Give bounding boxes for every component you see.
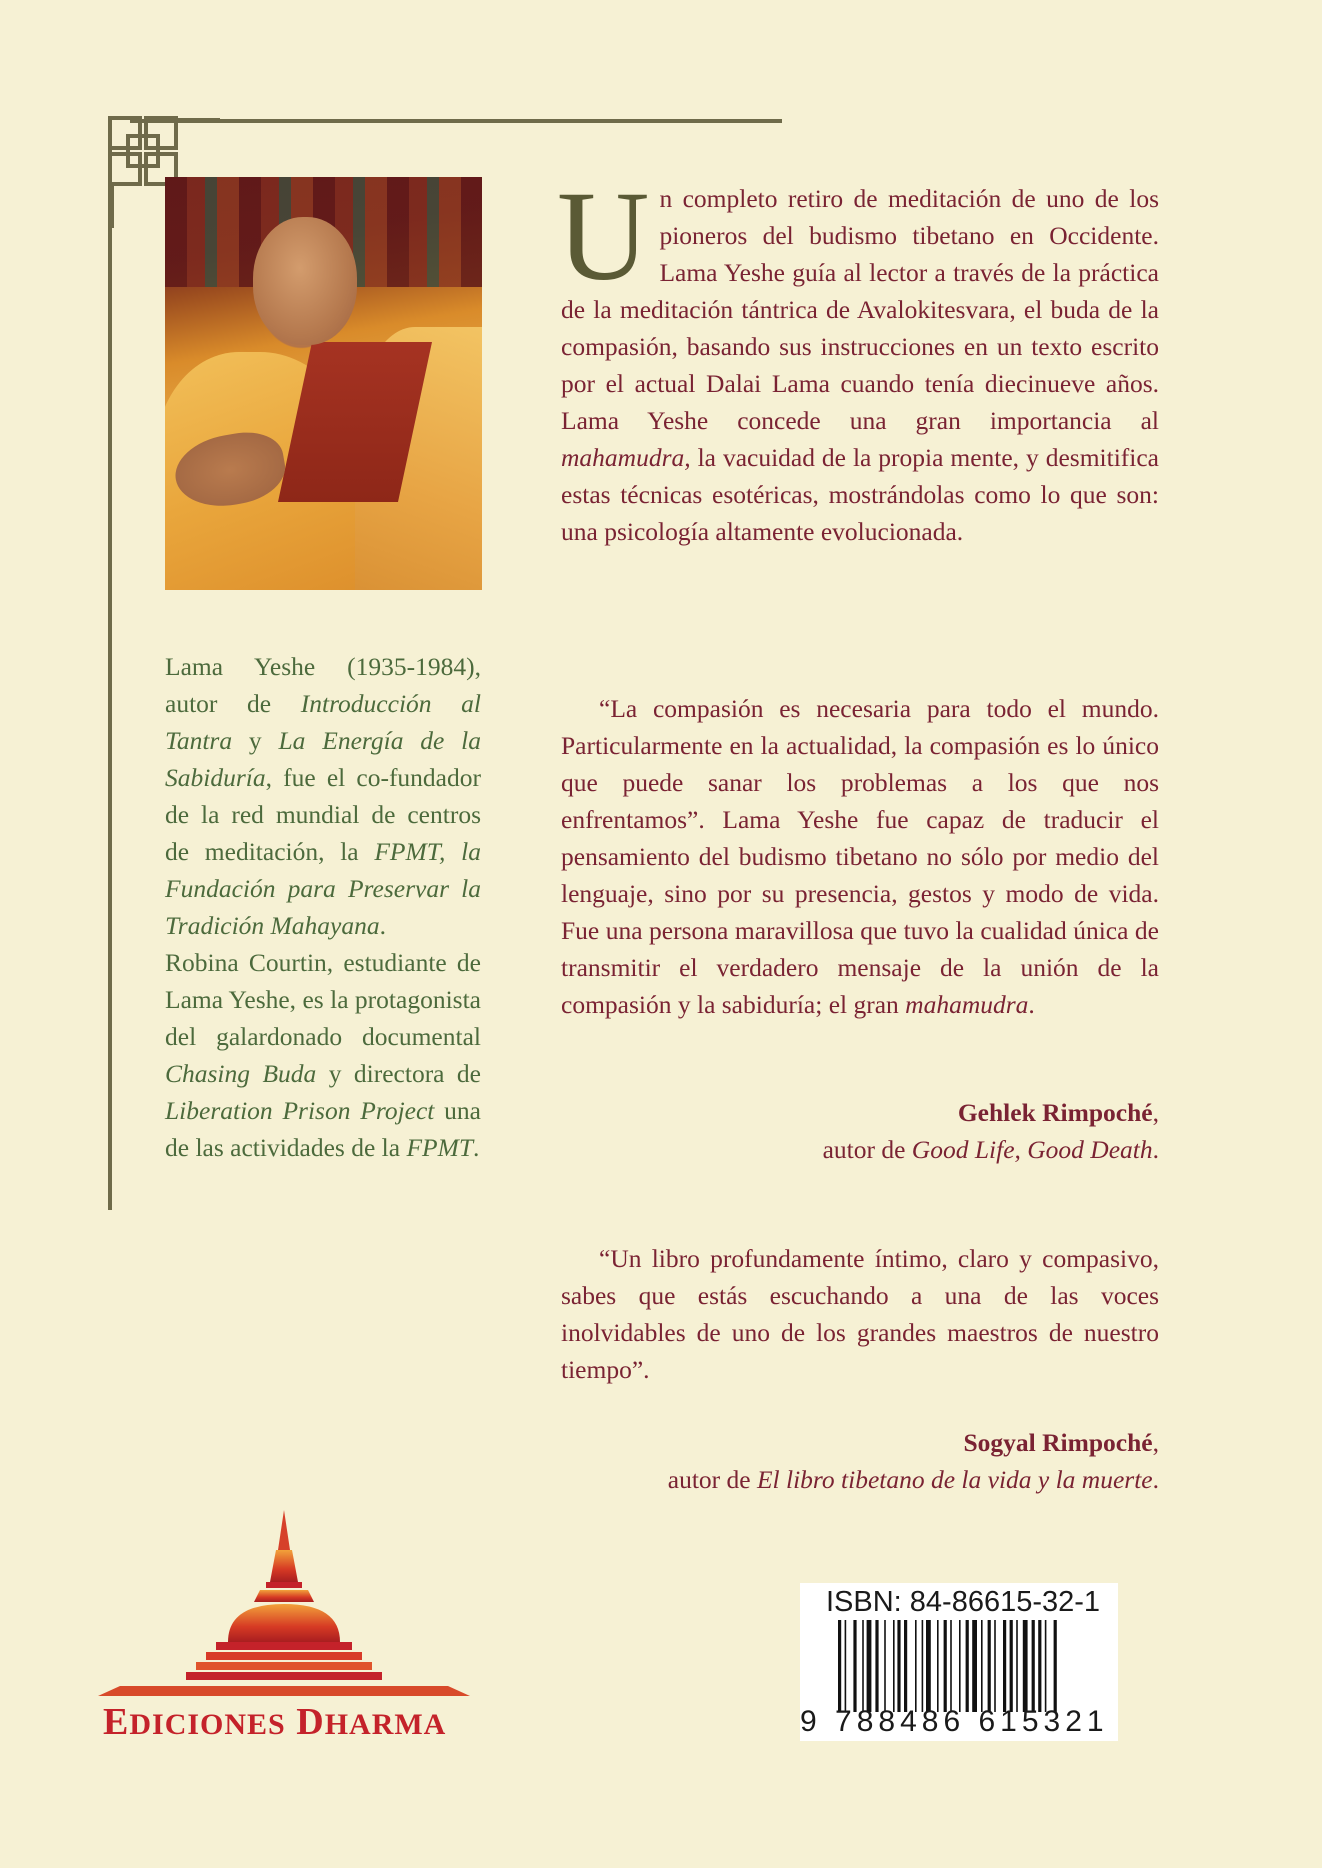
barcode-digits: 9 788486 615321 [800,1705,1109,1738]
frame-top-line [130,119,782,123]
quote-gehlek: “La compasión es necesaria para todo el mundo. Particularmente en la actualidad, la compasión es lo único que puede sanar los problemas a los que nos enfrentamos”. Lama Yeshe fue capaz de traducir el pensamiento del budismo tibetano no sólo por medio del lenguaje, sino por su presencia, gestos y modo de vida. Fue una persona maravillosa que tuvo la cualidad única de transmitir el verdadero mensaje de la unión de la compasión y la sabiduría; el gran mahamudra. [561,694,1159,1019]
bio-lama-yeshe: Lama Yeshe (1935-1984), autor de Introducción al Tantra y La Energía de la Sabiduría, fue el co-fundador de la red mundial de centros de meditación, la FPMT, la Fundación para Preservar la Tradición Mahayana. [165,652,481,940]
book-description: Un completo retiro de meditación de uno de los pioneros del budismo tibetano en Occidente. Lama Yeshe guía al lector a través de la práctica de la meditación tántrica de Avalokitesvara, el buda de la compasión, basando sus instrucciones en un texto escrito por el actual Dalai Lama cuando tenía diecinueve años. Lama Yeshe concede una gran importancia al mahamudra, la vacuidad de la propia mente, y desmitifica estas técnicas esotéricas, mostrándolas como lo que son: una psicología altamente evolucionada. [557,165,1159,546]
drop-cap: U [557,165,650,307]
attribution-sogyal: Sogyal Rimpoché, autor de El libro tibetano de la vida y la muerte. [667,1428,1159,1494]
attribution-gehlek: Gehlek Rimpoché, autor de Good Life, Good Death. [822,1098,1159,1164]
bio-robina-courtin: Robina Courtin, estudiante de Lama Yeshe, es la protagonista del galardonado documental Chasing Buda y directora de Liberation Prison Project una de las actividades de la FPMT. [165,948,482,1162]
quote-author: Sogyal Rimpoché [963,1428,1153,1457]
isbn-label: ISBN: 84-86615-32-1 [826,1586,1101,1618]
author-photo [165,177,482,590]
barcode-bars [838,1620,1098,1712]
frame-left-line [108,150,112,1210]
quote-work: Good Life, Good Death [911,1135,1153,1164]
quote-work: El libro tibetano de la vida y la muerte [756,1465,1153,1494]
quote-sogyal: “Un libro profundamente íntimo, claro y compasivo, sabes que estás escuchando a una de las voces inolvidables de uno de los grandes maestros de nuestro tiempo”. [561,1244,1159,1384]
quote-author: Gehlek Rimpoché [957,1098,1153,1127]
publisher-name: EDICIONES DHARMA [103,1701,447,1743]
author-bio [165,648,481,1166]
